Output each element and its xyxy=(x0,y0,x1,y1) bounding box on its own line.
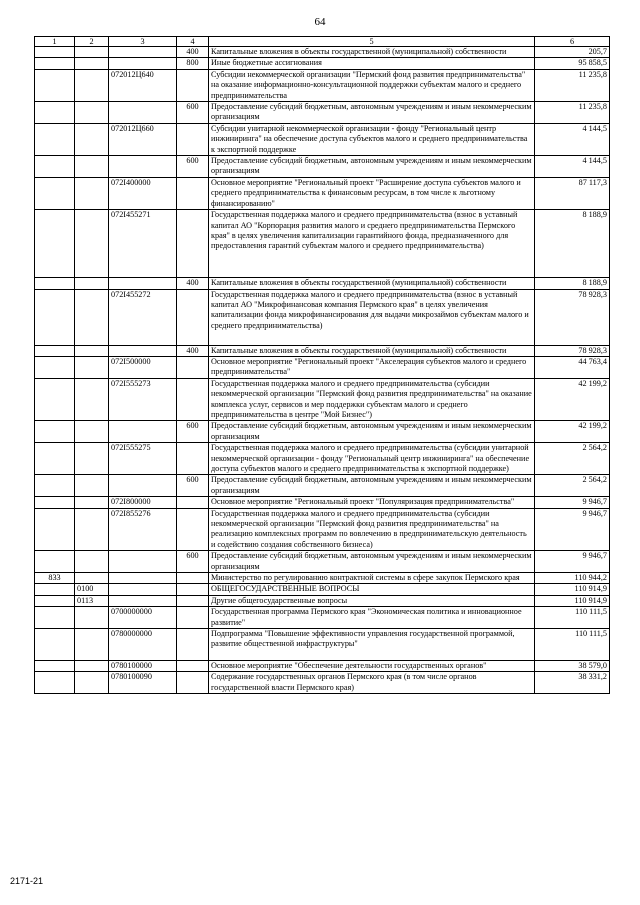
section-code-cell xyxy=(75,102,109,124)
section-code-cell xyxy=(75,508,109,551)
target-article-cell xyxy=(109,278,177,289)
description-cell: Государственная поддержка малого и среднего предпринимательства (взнос в уставный капитал АО "Микрофинансовая компания Пермского края" в целях увеличения капитализации фонда микрофинансирования для выдачи микрозаймов субъектам малого и среднего предпринимательства) xyxy=(209,289,535,345)
admin-code-cell xyxy=(35,497,75,508)
table-row xyxy=(35,497,610,508)
amount-cell: 9 946,7 xyxy=(535,508,610,551)
description-cell: Государственная поддержка малого и среднего предпринимательства (субсидии некоммерческой организации "Пермский фонд развития предпринимательства" на реализацию комплексных программ по вовлечению в предпринимательскую деятельность и содействию создания собственного бизнеса) xyxy=(209,508,535,551)
amount-cell: 4 144,5 xyxy=(535,156,610,178)
amount-cell: 38 579,0 xyxy=(535,661,610,672)
description-cell: Подпрограмма "Повышение эффективности управления государственной программой, развитие общественной инфраструктуры" xyxy=(209,629,535,661)
description-cell: Капитальные вложения в объекты государственной (муниципальной) собственности xyxy=(209,345,535,356)
table-row xyxy=(35,356,610,378)
section-code-cell xyxy=(75,177,109,209)
admin-code-cell xyxy=(35,508,75,551)
table-row xyxy=(35,443,610,475)
amount-cell: 78 928,3 xyxy=(535,289,610,345)
description-cell: Содержание государственных органов Пермского края (в том числе органов государственной власти Пермского края) xyxy=(209,672,535,694)
amount-cell: 11 235,8 xyxy=(535,69,610,101)
amount-cell: 110 914,9 xyxy=(535,584,610,595)
admin-code-cell xyxy=(35,102,75,124)
target-article-cell xyxy=(109,475,177,497)
expense-type-cell xyxy=(177,123,209,155)
expense-type-cell: 400 xyxy=(177,47,209,58)
target-article-cell: 0780100090 xyxy=(109,672,177,694)
target-article-cell xyxy=(109,595,177,606)
section-code-cell xyxy=(75,573,109,584)
section-code-cell xyxy=(75,629,109,661)
table-row xyxy=(35,475,610,497)
description-cell: Субсидии некоммерческой организации "Пермский фонд развития предпринимательства" на оказание информационно-консультационной поддержки субъектам малого и среднего предпринимательства xyxy=(209,69,535,101)
admin-code-cell: 833 xyxy=(35,573,75,584)
target-article-cell xyxy=(109,573,177,584)
column-header: 4 xyxy=(177,37,209,47)
target-article-cell: 072I455271 xyxy=(109,210,177,278)
amount-cell: 8 188,9 xyxy=(535,278,610,289)
admin-code-cell xyxy=(35,551,75,573)
expense-type-cell: 400 xyxy=(177,278,209,289)
section-code-cell: 0113 xyxy=(75,595,109,606)
expense-type-cell xyxy=(177,573,209,584)
description-cell: Иные бюджетные ассигнования xyxy=(209,58,535,69)
admin-code-cell xyxy=(35,672,75,694)
amount-cell: 110 111,5 xyxy=(535,629,610,661)
description-cell: Государственная поддержка малого и среднего предпринимательства (субсидии унитарной некоммерческой организации - фонду "Региональный центр инжиниринга" на обеспечение доступа субъектов малого и среднего предпринимательства к экспортной поддержке) xyxy=(209,443,535,475)
amount-cell: 110 111,5 xyxy=(535,607,610,629)
amount-cell: 38 331,2 xyxy=(535,672,610,694)
budget-table xyxy=(34,36,610,694)
section-code-cell xyxy=(75,47,109,58)
amount-cell: 2 564,2 xyxy=(535,443,610,475)
description-cell: Государственная программа Пермского края "Экономическая политика и инновационное развитие" xyxy=(209,607,535,629)
admin-code-cell xyxy=(35,607,75,629)
admin-code-cell xyxy=(35,156,75,178)
table-row xyxy=(35,102,610,124)
description-cell: Основное мероприятие "Обеспечение деятельности государственных органов" xyxy=(209,661,535,672)
table-row xyxy=(35,210,610,278)
target-article-cell: 0700000000 xyxy=(109,607,177,629)
admin-code-cell xyxy=(35,289,75,345)
description-cell: Предоставление субсидий бюджетным, автономным учреждениям и иным некоммерческим организациям xyxy=(209,421,535,443)
section-code-cell xyxy=(75,497,109,508)
admin-code-cell xyxy=(35,177,75,209)
section-code-cell xyxy=(75,475,109,497)
expense-type-cell xyxy=(177,629,209,661)
admin-code-cell xyxy=(35,421,75,443)
amount-cell: 44 763,4 xyxy=(535,356,610,378)
table-row xyxy=(35,607,610,629)
amount-cell: 8 188,9 xyxy=(535,210,610,278)
table-row xyxy=(35,421,610,443)
amount-cell: 11 235,8 xyxy=(535,102,610,124)
expense-type-cell: 600 xyxy=(177,102,209,124)
expense-type-cell: 600 xyxy=(177,421,209,443)
section-code-cell xyxy=(75,156,109,178)
section-code-cell xyxy=(75,421,109,443)
amount-cell: 2 564,2 xyxy=(535,475,610,497)
table-row xyxy=(35,573,610,584)
admin-code-cell xyxy=(35,58,75,69)
target-article-cell: 072I855276 xyxy=(109,508,177,551)
admin-code-cell xyxy=(35,47,75,58)
description-cell: Основное мероприятие "Региональный проект "Акселерация субъектов малого и среднего предпринимательства" xyxy=(209,356,535,378)
expense-type-cell: 400 xyxy=(177,345,209,356)
target-article-cell: 0780100000 xyxy=(109,661,177,672)
table-row xyxy=(35,58,610,69)
section-code-cell xyxy=(75,345,109,356)
table-row xyxy=(35,595,610,606)
description-cell: Предоставление субсидий бюджетным, автономным учреждениям и иным некоммерческим организациям xyxy=(209,102,535,124)
amount-cell: 9 946,7 xyxy=(535,497,610,508)
target-article-cell xyxy=(109,551,177,573)
target-article-cell xyxy=(109,421,177,443)
expense-type-cell xyxy=(177,69,209,101)
admin-code-cell xyxy=(35,210,75,278)
section-code-cell xyxy=(75,123,109,155)
section-code-cell xyxy=(75,210,109,278)
table-row xyxy=(35,378,610,421)
admin-code-cell xyxy=(35,661,75,672)
section-code-cell: 0100 xyxy=(75,584,109,595)
expense-type-cell: 800 xyxy=(177,58,209,69)
description-cell: Предоставление субсидий бюджетным, автономным учреждениям и иным некоммерческим организациям xyxy=(209,475,535,497)
target-article-cell: 072I455272 xyxy=(109,289,177,345)
expense-type-cell: 600 xyxy=(177,156,209,178)
target-article-cell xyxy=(109,345,177,356)
target-article-cell xyxy=(109,47,177,58)
admin-code-cell xyxy=(35,629,75,661)
description-cell: Другие общегосударственные вопросы xyxy=(209,595,535,606)
table-row xyxy=(35,289,610,345)
description-cell: Предоставление субсидий бюджетным, автономным учреждениям и иным некоммерческим организациям xyxy=(209,156,535,178)
expense-type-cell xyxy=(177,508,209,551)
column-header: 3 xyxy=(109,37,177,47)
section-code-cell xyxy=(75,58,109,69)
amount-cell: 4 144,5 xyxy=(535,123,610,155)
admin-code-cell xyxy=(35,475,75,497)
target-article-cell xyxy=(109,156,177,178)
section-code-cell xyxy=(75,289,109,345)
expense-type-cell xyxy=(177,177,209,209)
table-row xyxy=(35,123,610,155)
description-cell: Министерство по регулированию контрактной системы в сфере закупок Пермского края xyxy=(209,573,535,584)
target-article-cell: 072012Ц640 xyxy=(109,69,177,101)
table-row xyxy=(35,69,610,101)
expense-type-cell xyxy=(177,378,209,421)
amount-cell: 9 946,7 xyxy=(535,551,610,573)
table-header-row xyxy=(35,37,610,47)
target-article-cell: 072I500000 xyxy=(109,356,177,378)
expense-type-cell xyxy=(177,289,209,345)
table-row xyxy=(35,177,610,209)
description-cell: Капитальные вложения в объекты государственной (муниципальной) собственности xyxy=(209,278,535,289)
expense-type-cell xyxy=(177,672,209,694)
expense-type-cell xyxy=(177,443,209,475)
amount-cell: 78 928,3 xyxy=(535,345,610,356)
amount-cell: 205,7 xyxy=(535,47,610,58)
description-cell: Государственная поддержка малого и среднего предпринимательства (субсидии некоммерческой организации "Пермский фонд развития предпринимательства" на оказание комплекса услуг, сервисов и мер поддержки субъектам малого и среднего предпринимательства в центре "Мой Бизнес") xyxy=(209,378,535,421)
description-cell: Субсидии унитарной некоммерческой организации - фонду "Региональный центр инжиниринга" на обеспечение доступа субъектов малого и среднего предпринимательства к экспортной поддержке xyxy=(209,123,535,155)
column-header: 2 xyxy=(75,37,109,47)
expense-type-cell xyxy=(177,595,209,606)
description-cell: Государственная поддержка малого и среднего предпринимательства (взнос в уставный капитал АО "Корпорация развития малого и среднего предпринимательства Пермского края" в целях увеличения капитализации гарантийного фонда, предназначенного для предоставления гарантий субъектам малого и среднего предпринимательства) xyxy=(209,210,535,278)
description-cell: ОБЩЕГОСУДАРСТВЕННЫЕ ВОПРОСЫ xyxy=(209,584,535,595)
table-row xyxy=(35,672,610,694)
page-number: 64 xyxy=(314,16,326,28)
table-row xyxy=(35,661,610,672)
amount-cell: 87 117,3 xyxy=(535,177,610,209)
admin-code-cell xyxy=(35,595,75,606)
column-header: 1 xyxy=(35,37,75,47)
admin-code-cell xyxy=(35,584,75,595)
expense-type-cell xyxy=(177,356,209,378)
section-code-cell xyxy=(75,672,109,694)
table-row xyxy=(35,508,610,551)
description-cell: Основное мероприятие "Региональный проект "Популяризация предпринимательства" xyxy=(209,497,535,508)
table-row xyxy=(35,47,610,58)
section-code-cell xyxy=(75,278,109,289)
amount-cell: 110 914,9 xyxy=(535,595,610,606)
document-code: 2171-21 xyxy=(10,876,44,886)
expense-type-cell xyxy=(177,497,209,508)
amount-cell: 42 199,2 xyxy=(535,421,610,443)
section-code-cell xyxy=(75,551,109,573)
target-article-cell: 072I555275 xyxy=(109,443,177,475)
target-article-cell xyxy=(109,102,177,124)
admin-code-cell xyxy=(35,443,75,475)
admin-code-cell xyxy=(35,345,75,356)
amount-cell: 95 858,5 xyxy=(535,58,610,69)
section-code-cell xyxy=(75,378,109,421)
table-row xyxy=(35,156,610,178)
table-row xyxy=(35,584,610,595)
description-cell: Основное мероприятие "Региональный проект "Расширение доступа субъектов малого и среднего предпринимательства к финансовым ресурсам, в том числе к льготному финансированию" xyxy=(209,177,535,209)
admin-code-cell xyxy=(35,278,75,289)
expense-type-cell: 600 xyxy=(177,551,209,573)
amount-cell: 42 199,2 xyxy=(535,378,610,421)
table-row xyxy=(35,551,610,573)
table-row xyxy=(35,629,610,661)
table-row xyxy=(35,345,610,356)
section-code-cell xyxy=(75,661,109,672)
admin-code-cell xyxy=(35,356,75,378)
expense-type-cell xyxy=(177,661,209,672)
target-article-cell xyxy=(109,584,177,595)
description-cell: Предоставление субсидий бюджетным, автономным учреждениям и иным некоммерческим организациям xyxy=(209,551,535,573)
admin-code-cell xyxy=(35,378,75,421)
section-code-cell xyxy=(75,443,109,475)
expense-type-cell: 600 xyxy=(177,475,209,497)
amount-cell: 110 944,2 xyxy=(535,573,610,584)
expense-type-cell xyxy=(177,607,209,629)
section-code-cell xyxy=(75,356,109,378)
column-header: 6 xyxy=(535,37,610,47)
target-article-cell xyxy=(109,58,177,69)
target-article-cell: 072I555273 xyxy=(109,378,177,421)
target-article-cell: 0780000000 xyxy=(109,629,177,661)
admin-code-cell xyxy=(35,69,75,101)
target-article-cell: 072012Ц660 xyxy=(109,123,177,155)
target-article-cell: 072I800000 xyxy=(109,497,177,508)
section-code-cell xyxy=(75,607,109,629)
section-code-cell xyxy=(75,69,109,101)
target-article-cell: 072I400000 xyxy=(109,177,177,209)
admin-code-cell xyxy=(35,123,75,155)
expense-type-cell xyxy=(177,584,209,595)
column-header: 5 xyxy=(209,37,535,47)
table-row xyxy=(35,278,610,289)
expense-type-cell xyxy=(177,210,209,278)
description-cell: Капитальные вложения в объекты государственной (муниципальной) собственности xyxy=(209,47,535,58)
